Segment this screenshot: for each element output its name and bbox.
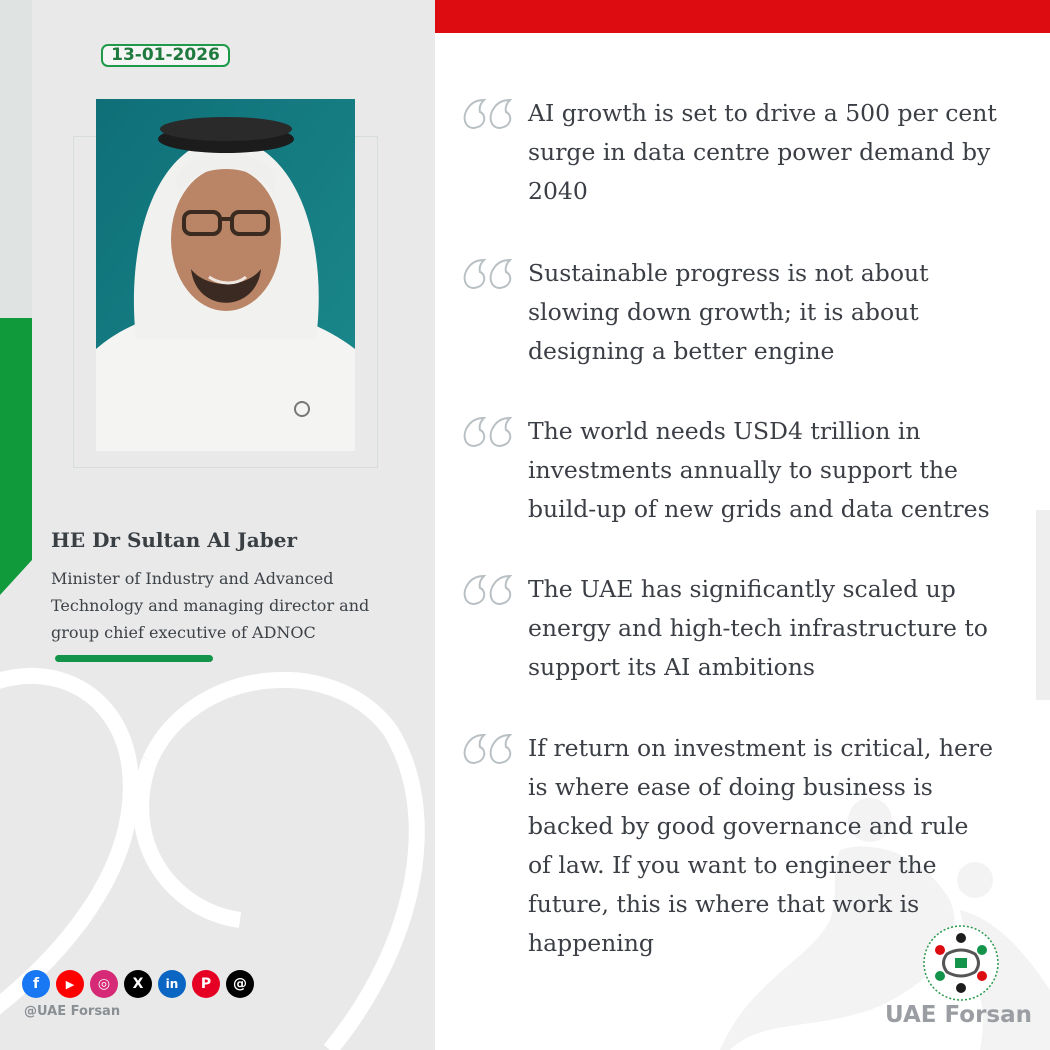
quote-mark-icon bbox=[462, 729, 528, 963]
quote-item bbox=[462, 254, 998, 371]
quote-text: Sustainable progress is not about slowing down growth; it is about designing a better engine bbox=[528, 259, 929, 365]
quote-mark-icon bbox=[462, 570, 528, 687]
date-badge: 13-01-2026 bbox=[101, 44, 230, 67]
x-icon[interactable]: X bbox=[124, 970, 152, 998]
side-decoration bbox=[1036, 510, 1050, 700]
threads-icon[interactable]: @ bbox=[226, 970, 254, 998]
quote-item bbox=[462, 94, 998, 211]
quote-mark-icon bbox=[462, 254, 528, 371]
instagram-icon[interactable]: ◎ bbox=[90, 970, 118, 998]
uae-forsan-logo bbox=[922, 924, 1000, 1002]
red-flag-bar bbox=[435, 0, 1050, 33]
linkedin-icon[interactable]: in bbox=[158, 970, 186, 998]
quote-text: If return on investment is critical, here is where ease of doing business is backed by good governance and rule of law. If you want to engineer the future, this is where that work is happening bbox=[528, 734, 994, 957]
portrait-photo bbox=[96, 99, 355, 451]
brand-name: UAE Forsan bbox=[885, 1002, 1032, 1028]
flag-white-stripe bbox=[0, 0, 32, 318]
quote-text: AI growth is set to drive a 500 per cent surge in data centre power demand by 2040 bbox=[528, 99, 997, 205]
person-title: Minister of Industry and Advanced Technology and managing director and group chief executive of ADNOC bbox=[51, 569, 370, 642]
facebook-icon[interactable]: f bbox=[22, 970, 50, 998]
social-icons bbox=[22, 970, 254, 998]
green-divider bbox=[55, 655, 213, 662]
pinterest-icon[interactable]: P bbox=[192, 970, 220, 998]
quote-item bbox=[462, 412, 998, 529]
quote-text: The world needs USD4 trillion in investments annually to support the build-up of new grids and data centres bbox=[528, 417, 990, 523]
youtube-icon[interactable]: ▶ bbox=[56, 970, 84, 998]
person-name: HE Dr Sultan Al Jaber bbox=[51, 528, 297, 552]
social-handle[interactable]: @UAE Forsan bbox=[24, 1004, 121, 1019]
left-panel bbox=[0, 0, 435, 1050]
quote-mark-icon bbox=[462, 94, 528, 211]
quote-text: The UAE has significantly scaled up energy and high-tech infrastructure to support its AI ambitions bbox=[528, 575, 988, 681]
quote-mark-icon bbox=[462, 412, 528, 529]
quote-item bbox=[462, 570, 998, 687]
quote-item bbox=[462, 729, 998, 963]
